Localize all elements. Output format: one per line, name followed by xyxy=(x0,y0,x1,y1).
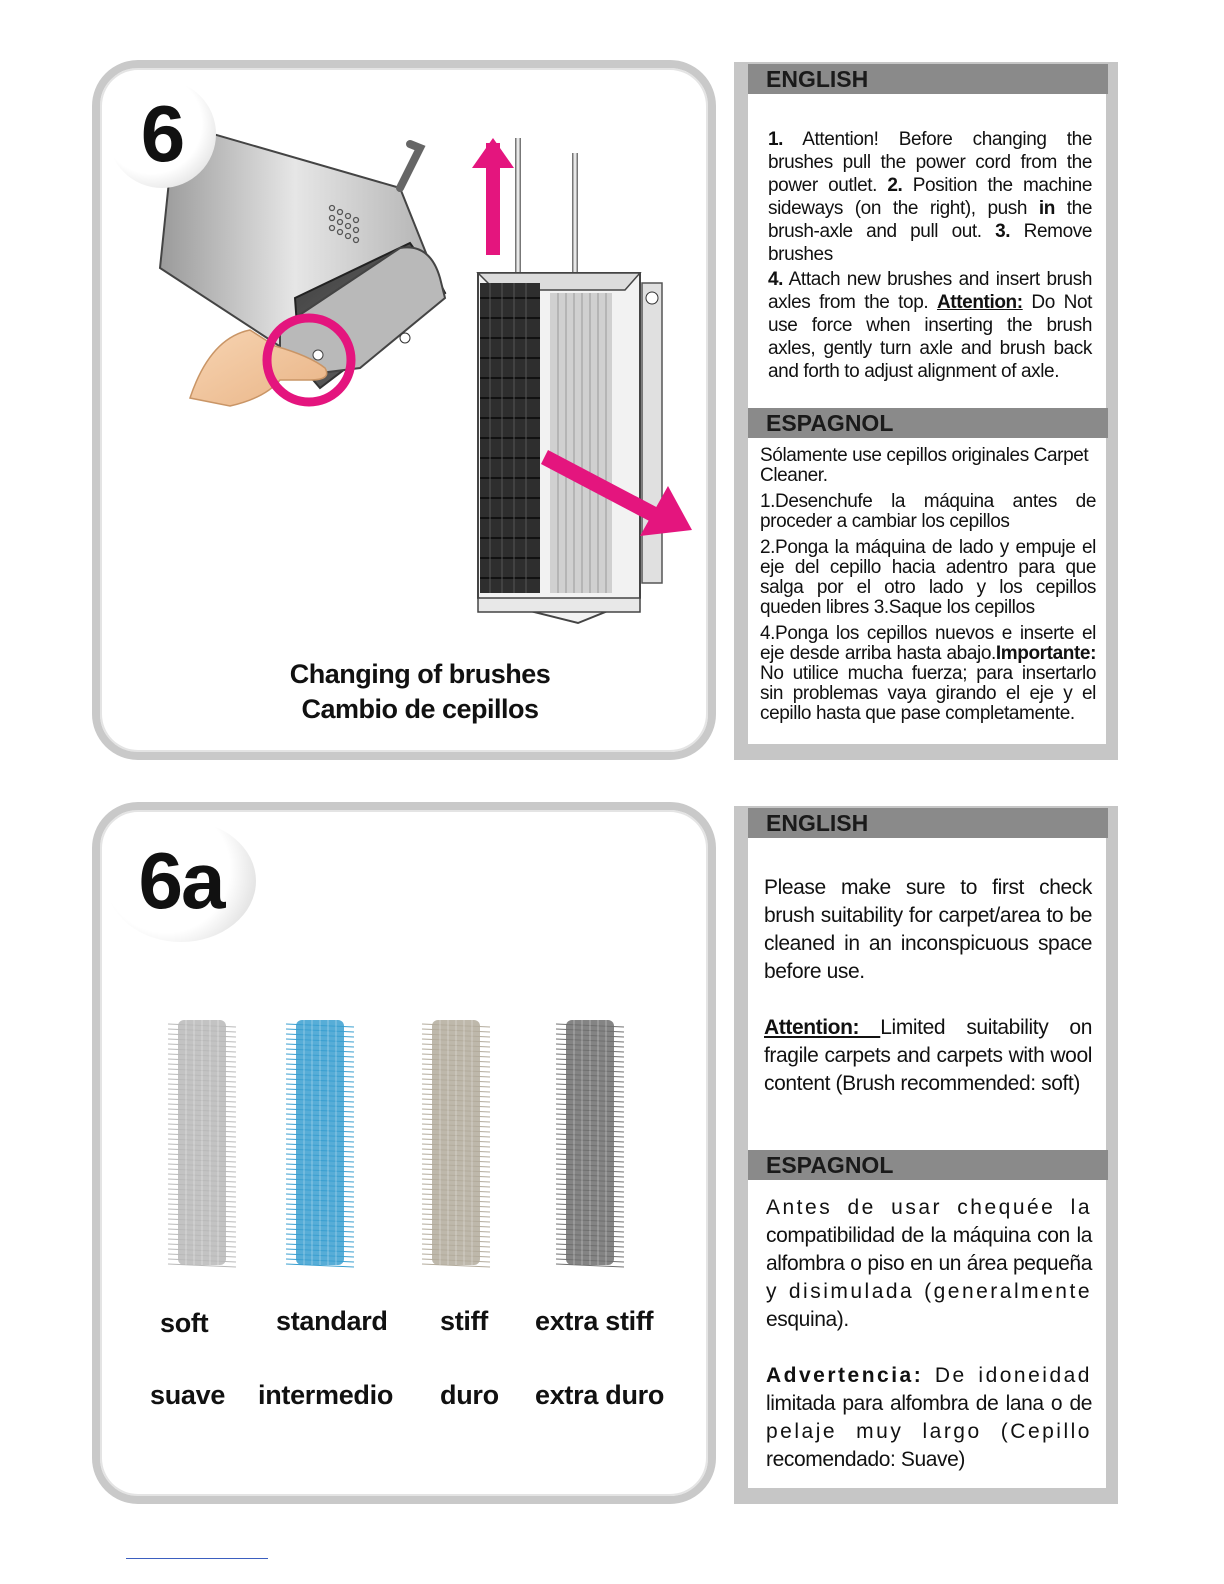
section-6-textbox xyxy=(734,62,1118,760)
extra-stiff-brush-image xyxy=(556,1020,624,1267)
caption-spanish: Cambio de cepillos xyxy=(301,694,539,724)
step-6-number: 6 xyxy=(140,89,184,178)
caption-english: Changing of brushes xyxy=(289,659,551,689)
spanish-intro: Sólamente use cepillos originales Carpet Cleaner. xyxy=(760,445,1089,486)
brush-label-standard-en: standard xyxy=(276,1306,388,1336)
dark-brush xyxy=(480,283,540,593)
english-notice-p1: Please make sure to first check brush suitability for carpet/area to be cleaned in an inconspicuous space before use. xyxy=(764,876,1092,983)
section-6a-textbox xyxy=(734,806,1118,1504)
standard-brush-image xyxy=(286,1020,354,1267)
brush-images xyxy=(150,1010,670,1280)
spanish-step-1: 1.Desenchufe la máquina antes de proceder a cambiar los cepillos xyxy=(760,491,1096,532)
english-header: ENGLISH xyxy=(748,64,1108,94)
step-6a-number: 6a xyxy=(138,836,224,925)
spanish-header-6a: ESPAGNOL xyxy=(748,1150,1108,1180)
soft-brush-image xyxy=(168,1020,236,1267)
english-header-6a: ENGLISH xyxy=(748,808,1108,838)
up-arrow xyxy=(472,138,514,168)
spanish-notice-p1: Antes de usar chequée la compatibilidad de la máquina con la alfombra o piso en un área pequeña y disimulada (generalmente esquina). xyxy=(766,1196,1092,1331)
brush-lineup xyxy=(150,1010,670,1280)
light-brush xyxy=(550,293,612,593)
footer-rule xyxy=(126,1558,268,1559)
brush-label-extra-stiff-es: extra duro xyxy=(535,1380,665,1410)
brush-label-stiff-es: duro xyxy=(440,1380,499,1410)
step-6-badge xyxy=(108,80,216,188)
brush-label-soft-es: suave xyxy=(150,1380,226,1410)
spanish-notice-p2: Advertencia: De idoneidad limitada para alfombra de lana o de pelaje muy largo (Cepillo recomendado: Suave) xyxy=(766,1364,1092,1471)
spanish-instructions xyxy=(760,446,1096,724)
step-6a-badge xyxy=(106,820,256,942)
spanish-header: ESPAGNOL xyxy=(748,408,1108,438)
stiff-brush-image xyxy=(422,1020,490,1267)
english-instructions: 1. Attention! Before changing the brushes pull the power cord from the power outlet. 2. Position the machine sideways (on the right), push in the brush-axle and pull out. 3. Remove brushes 4. Attach new brushes and insert brush axles from the top. Attention: Do Not use force when inserting the brush axles, gently turn axle and brush back and forth to adjust alignment of axle. xyxy=(768,129,1092,382)
spanish-notice-6a xyxy=(766,1194,1092,1474)
english-notice-p2: Attention: Limited suitability on fragile carpets and carpets with wool content (Brush recommended: soft) xyxy=(764,1016,1092,1095)
section-6-caption xyxy=(220,657,620,727)
brush-label-standard-es: intermedio xyxy=(258,1380,394,1410)
brush-label-stiff-en: stiff xyxy=(440,1306,488,1336)
brush-label-extra-stiff-en: extra stiff xyxy=(535,1306,654,1336)
brush-label-soft-en: soft xyxy=(160,1308,209,1338)
spanish-step-4: 4.Ponga los cepillos nuevos e inserte el eje desde arriba hasta abajo.Importante: No utilice mucha fuerza; para insertarlo sin problemas vaya girando el eje y el cepillo hasta que pase completamente. xyxy=(760,623,1096,724)
english-notice-6a xyxy=(764,874,1092,1098)
spanish-step-2: 2.Ponga la máquina de lado y empuje el eje del cepillo hacia adentro para que salga por el otro lado y los cepillos queden libres 3.Saque los cepillos xyxy=(760,537,1096,618)
